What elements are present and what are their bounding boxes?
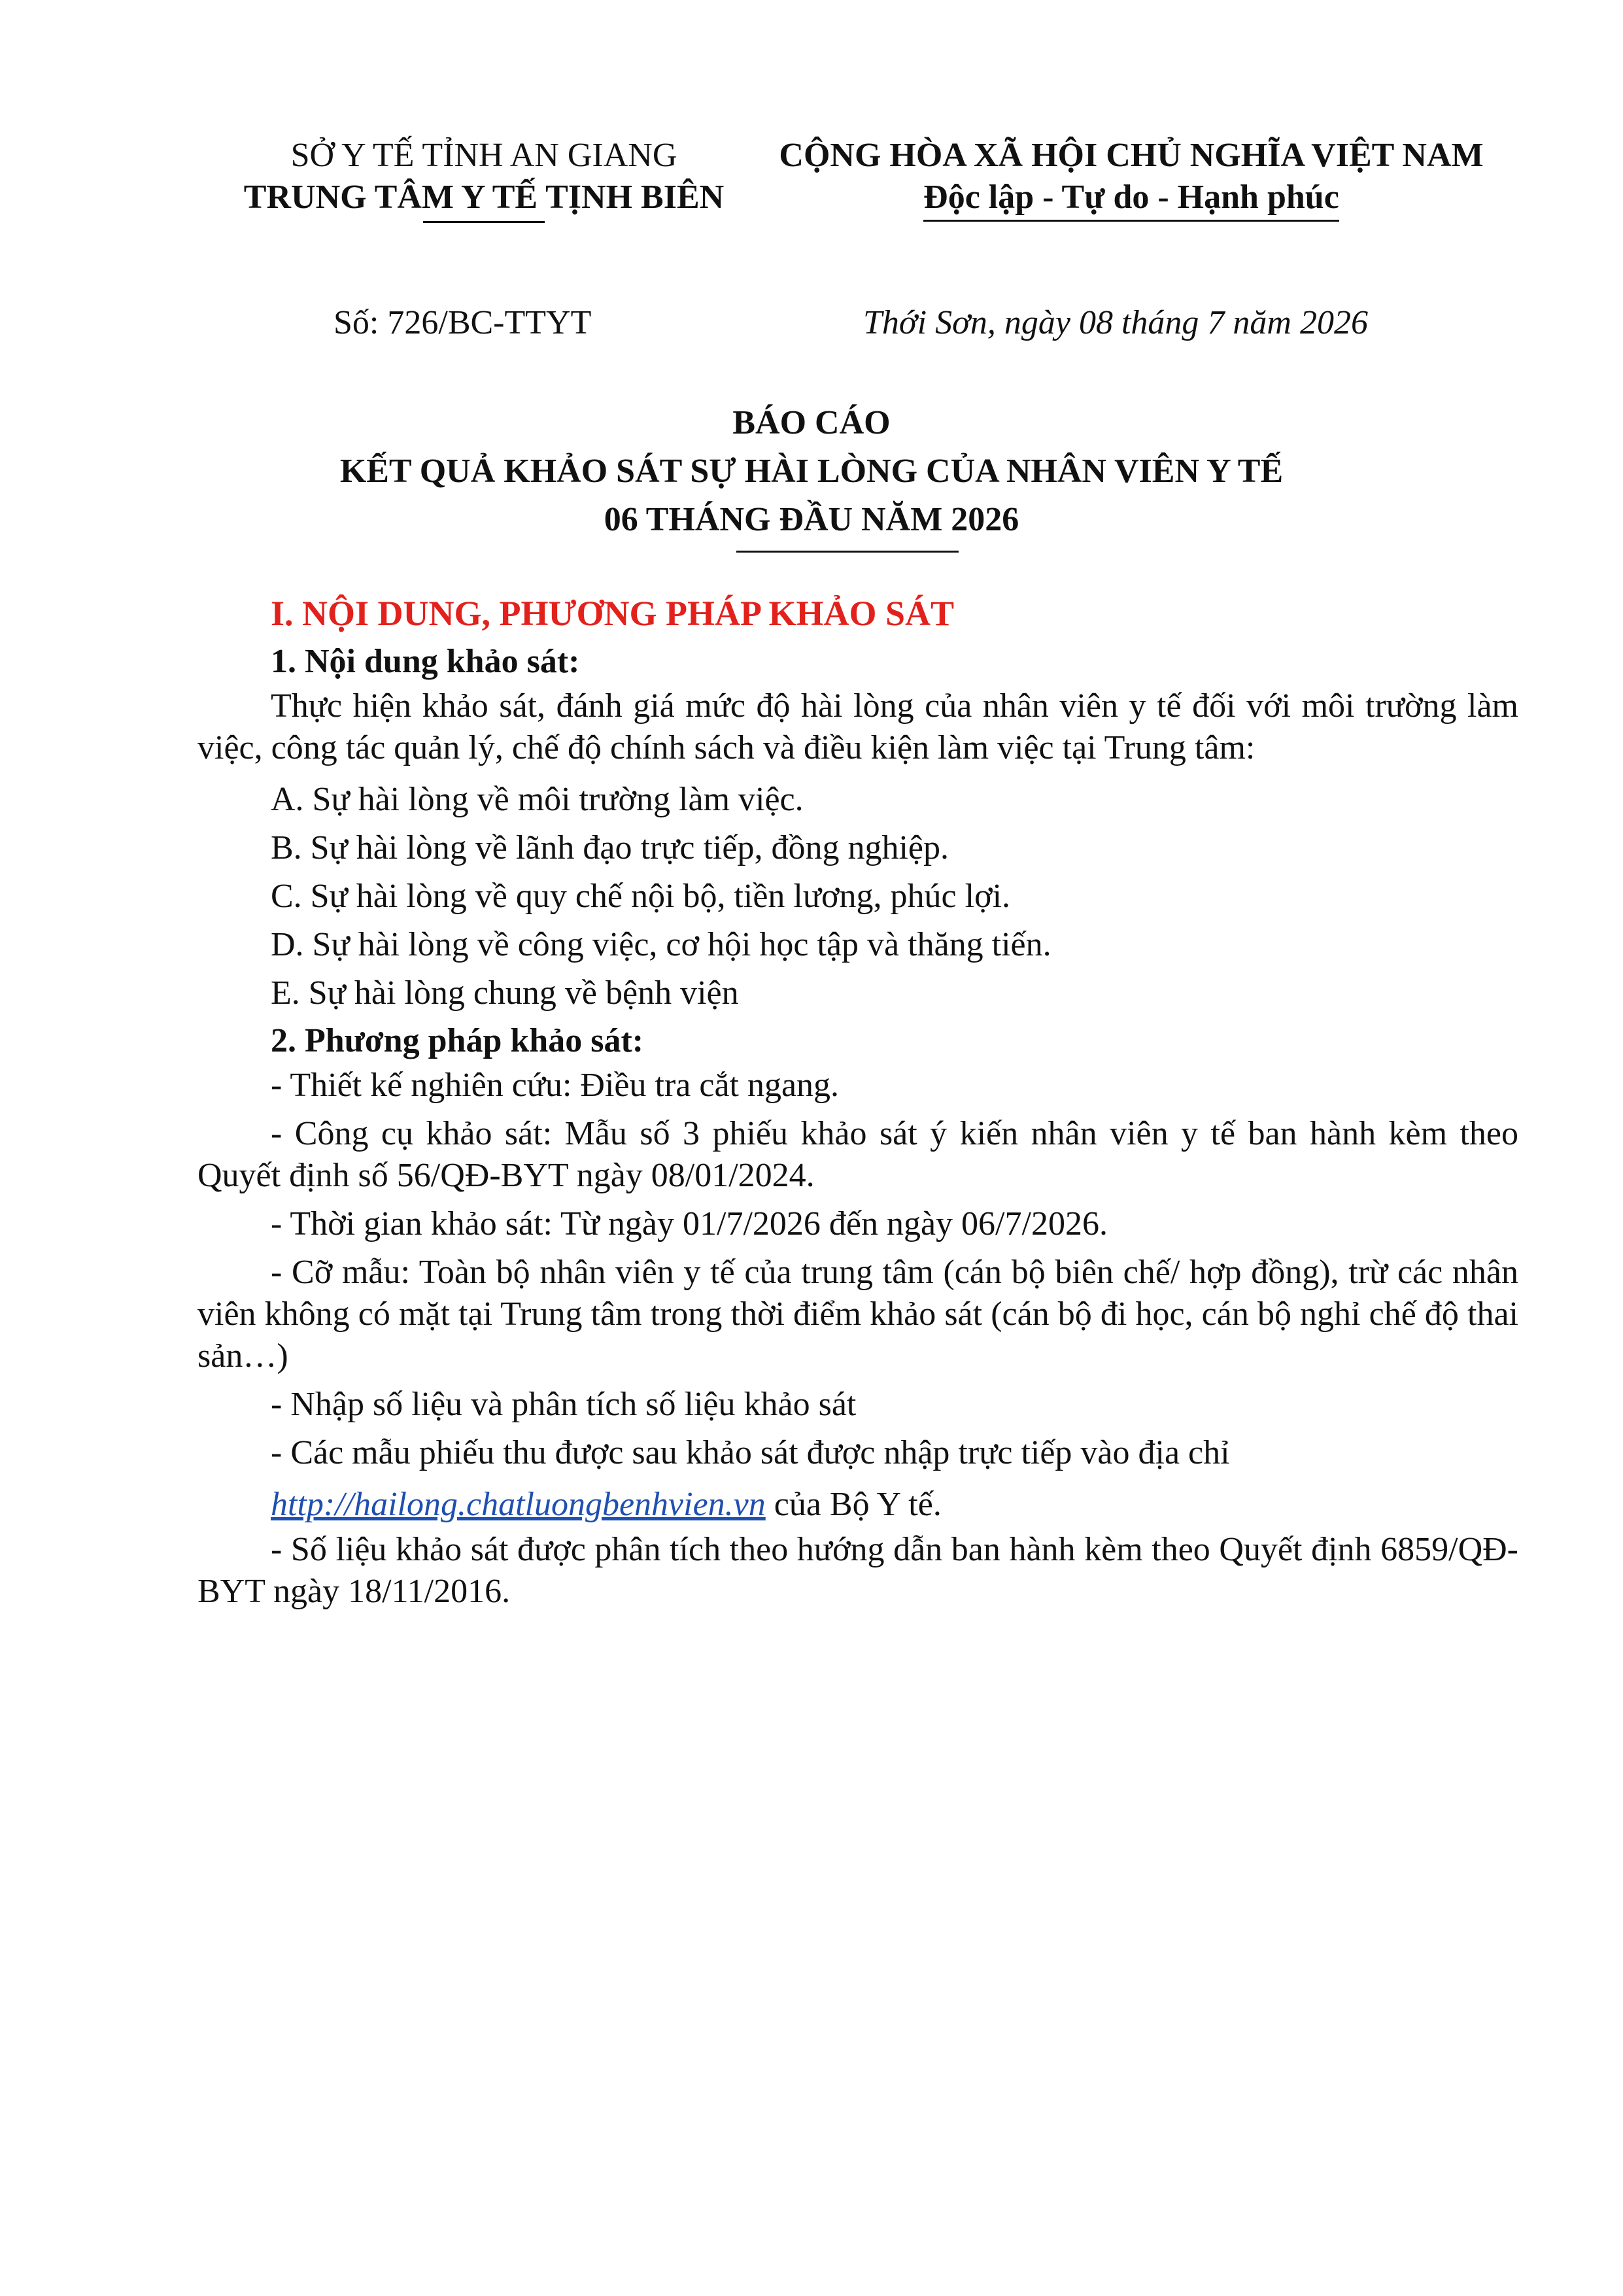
list-item: E. Sự hài lòng chung về bệnh viện: [271, 974, 739, 1012]
method-item: - Cỡ mẫu: Toàn bộ nhân viên y tế của trung tâm (cán bộ biên chế/ hợp đồng), trừ các nhân viên không có mặt tại Trung tâm trong thời điểm khảo sát (cán bộ đi học, cán bộ nghỉ chế độ thai sản…): [197, 1254, 1518, 1375]
method-item: - Nhập số liệu và phân tích số liệu khảo sát: [271, 1386, 857, 1423]
list-item: B. Sự hài lòng về lãnh đạo trực tiếp, đồng nghiệp.: [271, 829, 949, 866]
agency-underline: [423, 221, 545, 223]
subsection-1-heading: 1. Nội dung khảo sát:: [271, 643, 580, 680]
document-number: Số: 726/BC-TTYT: [333, 304, 592, 341]
link-suffix: của Bộ Y tế.: [765, 1486, 942, 1523]
method-item: - Thời gian khảo sát: Từ ngày 01/7/2026 đến ngày 06/7/2026.: [271, 1205, 1108, 1242]
title-line-1: BÁO CÁO: [732, 404, 891, 441]
list-item: C. Sự hài lòng về quy chế nội bộ, tiền lương, phúc lợi.: [271, 878, 1011, 915]
section-heading: I. NỘI DUNG, PHƯƠNG PHÁP KHẢO SÁT: [271, 594, 955, 633]
method-item: - Công cụ khảo sát: Mẫu số 3 phiếu khảo sát ý kiến nhân viên y tế ban hành kèm theo Quyết định số 56/QĐ-BYT ngày 08/01/2024.: [197, 1115, 1518, 1194]
title-line-2: KẾT QUẢ KHẢO SÁT SỰ HÀI LÒNG CỦA NHÂN VIÊN Y TẾ: [339, 453, 1284, 490]
method-item-last: - Số liệu khảo sát được phân tích theo hướng dẫn ban hành kèm theo Quyết định 6859/QĐ-BYT ngày 18/11/2016.: [197, 1531, 1518, 1610]
national-name: CỘNG HÒA XÃ HỘI CHỦ NGHĨA VIỆT NAM: [779, 137, 1484, 174]
issuing-agency: TRUNG TÂM Y TẾ TỊNH BIÊN: [243, 179, 725, 216]
list-item: A. Sự hài lòng về môi trường làm việc.: [271, 781, 804, 818]
link-line: [271, 1481, 1518, 1529]
list-item: D. Sự hài lòng về công việc, cơ hội học tập và thăng tiến.: [271, 926, 1051, 963]
survey-link[interactable]: http://hailong.chatluongbenhvien.vn: [271, 1486, 766, 1523]
parent-agency: SỞ Y TẾ TỈNH AN GIANG: [290, 137, 677, 174]
agency-header: [190, 135, 778, 223]
method-item: - Các mẫu phiếu thu được sau khảo sát được nhập trực tiếp vào địa chỉ: [271, 1434, 1230, 1471]
document-body: [197, 589, 1518, 1619]
method-item: - Thiết kế nghiên cứu: Điều tra cắt ngang.: [271, 1067, 840, 1104]
intro-paragraph: Thực hiện khảo sát, đánh giá mức độ hài lòng của nhân viên y tế đối với môi trường làm việc, công tác quản lý, chế độ chính sách và điều kiện làm việc tại Trung tâm:: [197, 687, 1518, 766]
title-underline: [736, 551, 959, 553]
national-motto: Độc lập - Tự do - Hạnh phúc: [923, 177, 1339, 222]
document-title: [0, 399, 1623, 553]
place-date: Thới Sơn, ngày 08 tháng 7 năm 2026: [863, 304, 1368, 341]
national-header: [732, 135, 1530, 222]
subsection-2-heading: 2. Phương pháp khảo sát:: [271, 1022, 644, 1059]
title-line-3: 06 THÁNG ĐẦU NĂM 2026: [604, 501, 1019, 538]
